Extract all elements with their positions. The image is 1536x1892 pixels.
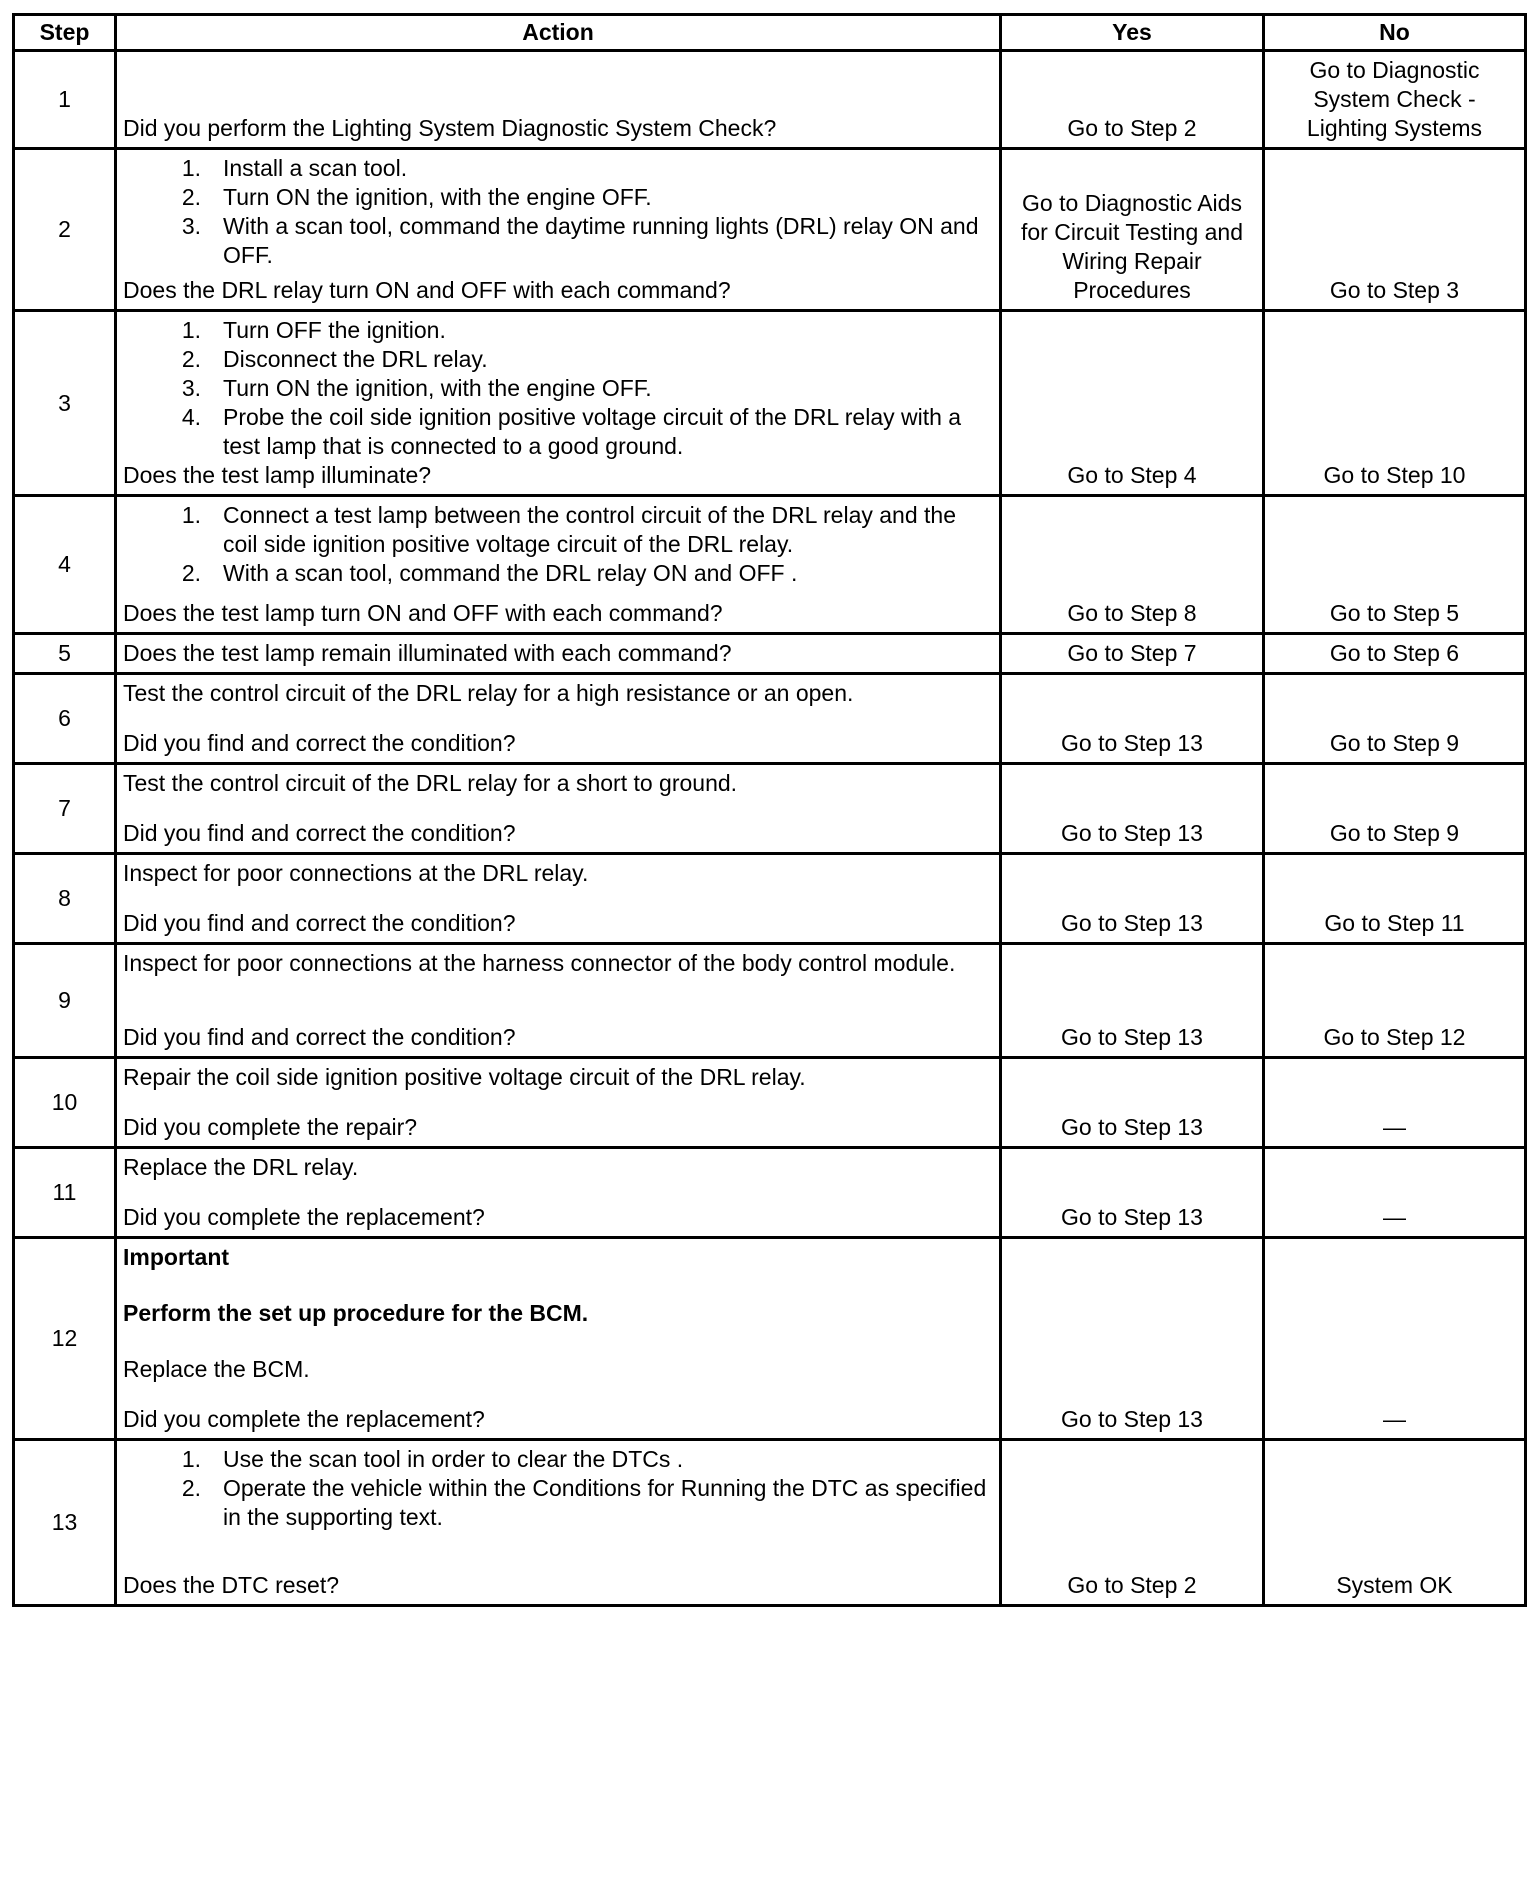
important-label: Important [123,1244,230,1270]
yes-result: Go to Step 13 [1001,944,1264,1058]
instruction-item [123,403,993,461]
action-text: Test the control circuit of the DRL relay for a high resistance or an open. [123,680,854,706]
instruction-text: Operate the vehicle within the Conditions for Running the DTC as specified in the supporting text. [223,1475,987,1530]
no-result: System OK [1264,1440,1526,1606]
step-number: 3 [14,311,116,496]
no-result: Go to Step 12 [1264,944,1526,1058]
no-result: Go to Step 9 [1264,764,1526,854]
action-instructions [123,949,993,978]
action-cell [116,1440,1001,1606]
action-cell [116,311,1001,496]
step-number: 4 [14,496,116,634]
step-number: 5 [14,634,116,674]
step-number: 1 [14,51,116,149]
instruction-number: 2. [181,1475,201,1501]
action-cell [116,944,1001,1058]
important-text: Perform the set up procedure for the BCM. [123,1300,589,1326]
instruction-item [123,559,993,588]
instruction-number: 4. [181,404,201,430]
instruction-number: 2. [181,184,201,210]
action-text: Repair the coil side ignition positive voltage circuit of the DRL relay. [123,1064,806,1090]
no-result: Go to Step 11 [1264,854,1526,944]
action-question: Does the DRL relay turn ON and OFF with each command? [123,277,731,303]
replace-text: Replace the BCM. [123,1356,310,1382]
no-result: Go to Diagnostic System Check - Lighting Systems [1264,51,1526,149]
table-row [14,311,1526,496]
action-instructions [123,316,993,461]
yes-result: Go to Step 13 [1001,854,1264,944]
action-text: Test the control circuit of the DRL relay for a short to ground. [123,770,738,796]
instruction-text: Turn ON the ignition, with the engine OFF. [223,375,652,401]
yes-result: Go to Step 13 [1001,1238,1264,1440]
instruction-item [123,316,993,345]
action-question: Did you find and correct the condition? [123,1024,516,1050]
action-cell [116,1238,1001,1440]
action-cell [116,149,1001,311]
header-no: No [1264,15,1526,51]
instruction-text: Turn OFF the ignition. [223,317,446,343]
instruction-list [123,501,993,588]
step-number: 6 [14,674,116,764]
instruction-number: 1. [181,155,201,181]
step-number: 2 [14,149,116,311]
instruction-list [123,1445,993,1532]
action-cell [116,1148,1001,1238]
action-instructions [123,859,993,888]
instruction-item [123,501,993,559]
action-question: Did you perform the Lighting System Diagnostic System Check? [123,115,777,141]
step-number: 8 [14,854,116,944]
table-row [14,496,1526,634]
table-row [14,1440,1526,1606]
table-row [14,1058,1526,1148]
action-text: Inspect for poor connections at the harness connector of the body control module. [123,950,956,976]
action-cell [116,1058,1001,1148]
table-row [14,1148,1526,1238]
instruction-text: Connect a test lamp between the control circuit of the DRL relay and the coil side ignition positive voltage circuit of the DRL relay. [223,502,956,557]
instruction-text: With a scan tool, command the DRL relay ON and OFF . [223,560,798,586]
action-question: Does the DTC reset? [123,1572,340,1598]
table-row [14,51,1526,149]
step-number: 7 [14,764,116,854]
diagnostic-table [12,13,1527,1607]
action-instructions [123,1063,993,1092]
header-row [14,15,1526,51]
no-result: — [1264,1148,1526,1238]
yes-result: Go to Step 7 [1001,634,1264,674]
table-row [14,674,1526,764]
action-instructions [123,679,993,708]
action-question: Did you complete the repair? [123,1114,418,1140]
instruction-item [123,183,993,212]
action-cell [116,764,1001,854]
table-body [14,51,1526,1606]
action-cell [116,51,1001,149]
action-text: Replace the DRL relay. [123,1154,359,1180]
instruction-number: 1. [181,502,201,528]
header-step: Step [14,15,116,51]
table-row [14,1238,1526,1440]
instruction-item [123,1474,993,1532]
step-number: 10 [14,1058,116,1148]
step-number: 9 [14,944,116,1058]
action-cell [116,674,1001,764]
no-result: Go to Step 9 [1264,674,1526,764]
yes-result: Go to Step 13 [1001,1058,1264,1148]
action-instructions [123,1445,993,1532]
instruction-list [123,316,993,461]
yes-result: Go to Step 13 [1001,1148,1264,1238]
instruction-number: 1. [181,1446,201,1472]
yes-result: Go to Step 8 [1001,496,1264,634]
instruction-number: 2. [181,560,201,586]
instruction-text: Probe the coil side ignition positive voltage circuit of the DRL relay with a test lamp that is connected to a good ground. [223,404,962,459]
action-text: Inspect for poor connections at the DRL relay. [123,860,589,886]
instruction-item [123,345,993,374]
action-cell [116,496,1001,634]
instruction-number: 2. [181,346,201,372]
action-question: Does the test lamp turn ON and OFF with each command? [123,600,723,626]
action-question: Did you find and correct the condition? [123,820,516,846]
action-instructions [123,1243,993,1384]
instruction-number: 3. [181,375,201,401]
step-number: 12 [14,1238,116,1440]
action-instructions [123,501,993,588]
header-action: Action [116,15,1001,51]
action-question: Did you find and correct the condition? [123,730,516,756]
instruction-item [123,154,993,183]
action-question: Did you complete the replacement? [123,1406,485,1432]
table-row [14,634,1526,674]
action-cell [116,854,1001,944]
instruction-text: Install a scan tool. [223,155,408,181]
instruction-text: Disconnect the DRL relay. [223,346,488,372]
instruction-text: Turn ON the ignition, with the engine OFF. [223,184,652,210]
step-number: 11 [14,1148,116,1238]
table-row [14,149,1526,311]
action-cell [116,634,1001,674]
yes-result: Go to Step 13 [1001,674,1264,764]
instruction-text: Use the scan tool in order to clear the DTCs . [223,1446,684,1472]
no-result: Go to Step 5 [1264,496,1526,634]
instruction-text: With a scan tool, command the daytime running lights (DRL) relay ON and OFF. [223,213,979,268]
no-result: Go to Step 6 [1264,634,1526,674]
instruction-item [123,1445,993,1474]
instruction-number: 3. [181,213,201,239]
no-result: Go to Step 10 [1264,311,1526,496]
instruction-item [123,374,993,403]
no-result: Go to Step 3 [1264,149,1526,311]
no-result: — [1264,1238,1526,1440]
action-instructions [123,769,993,798]
instruction-list [123,154,993,270]
yes-result: Go to Step 4 [1001,311,1264,496]
table-row [14,854,1526,944]
action-question: Does the test lamp illuminate? [123,462,432,488]
step-number: 13 [14,1440,116,1606]
action-instructions [123,154,993,270]
action-question: Did you find and correct the condition? [123,910,516,936]
no-result: — [1264,1058,1526,1148]
table-row [14,764,1526,854]
yes-result: Go to Step 2 [1001,51,1264,149]
action-question: Did you complete the replacement? [123,1204,485,1230]
yes-result: Go to Step 2 [1001,1440,1264,1606]
instruction-item [123,212,993,270]
yes-result: Go to Step 13 [1001,764,1264,854]
action-question: Does the test lamp remain illuminated with each command? [123,640,732,666]
action-instructions [123,1153,993,1182]
table-row [14,944,1526,1058]
yes-result: Go to Diagnostic Aids for Circuit Testing and Wiring Repair Procedures [1001,149,1264,311]
instruction-number: 1. [181,317,201,343]
header-yes: Yes [1001,15,1264,51]
